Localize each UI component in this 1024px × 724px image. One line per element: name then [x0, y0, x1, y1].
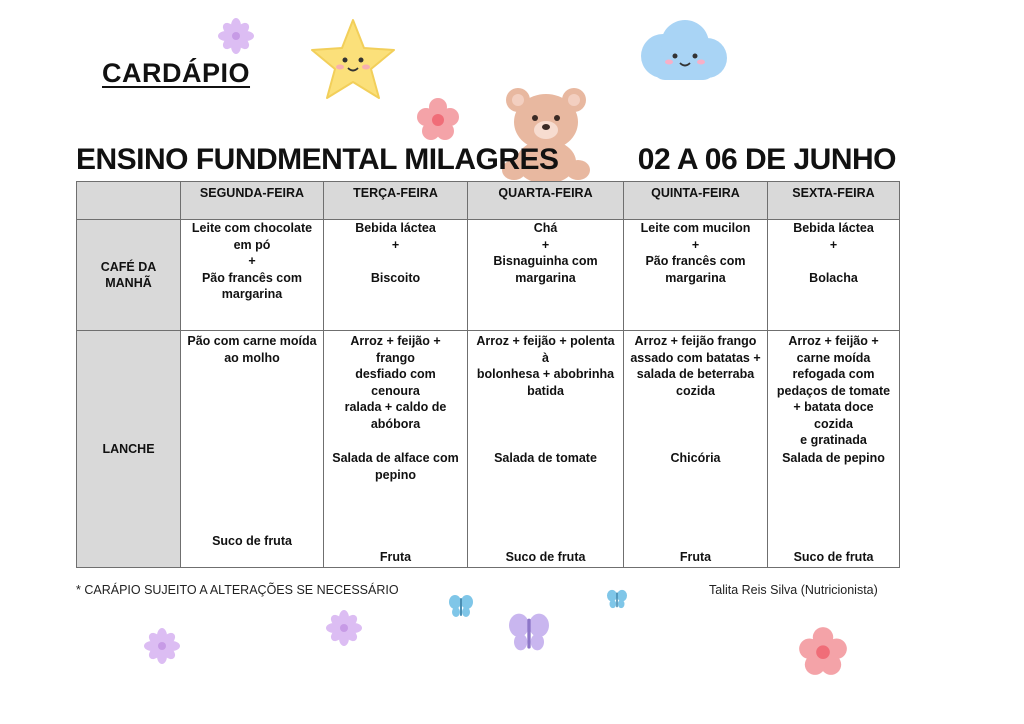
- day-header-friday: SEXTA-FEIRA: [768, 182, 900, 220]
- table-corner-cell: [77, 182, 181, 220]
- snack-main-dish: Arroz + feijão + polenta à bolonhesa + abobrinha batida: [476, 334, 615, 398]
- snack-salad: Chicória: [670, 451, 721, 465]
- cloud-icon: [633, 16, 729, 86]
- snack-drink: Suco de fruta: [212, 533, 292, 548]
- pink-flower-icon: [794, 626, 852, 676]
- breakfast-cell-tuesday: Bebida láctea + Biscoito: [324, 220, 468, 331]
- snack-main-dish: Arroz + feijão frango assado com batatas + salada de beterraba cozida: [630, 334, 761, 398]
- snack-row: [77, 331, 900, 568]
- breakfast-cell-monday: Leite com chocolate em pó + Pão francês com margarina: [181, 220, 324, 331]
- breakfast-cell-wednesday: Chá + Bisnaguinha com margarina: [468, 220, 624, 331]
- disclaimer-note: * CARÁPIO SUJEITO A ALTERAÇÕES SE NECESSÁRIO: [76, 583, 399, 597]
- snack-salad: Salada de alface com pepino: [332, 451, 459, 482]
- lilac-flower-icon: [218, 18, 254, 54]
- snack-drink: Fruta: [379, 549, 412, 564]
- breakfast-row-label: CAFÉ DA MANHÃ: [77, 220, 181, 331]
- breakfast-cell-friday: Bebida láctea + Bolacha: [768, 220, 900, 331]
- snack-main-dish: Arroz + feijão + carne moída refogada com pedaços de tomate + batata doce cozida e gratinada: [776, 334, 891, 447]
- star-icon: [308, 16, 398, 104]
- snack-cell-wednesday: [468, 331, 624, 568]
- table-header-row: [77, 182, 900, 220]
- snack-row-label: LANCHE: [77, 331, 181, 568]
- snack-cell-friday: [768, 331, 900, 568]
- butterfly-icon: [606, 589, 628, 609]
- snack-drink: Suco de fruta: [793, 549, 874, 564]
- snack-drink: Suco de fruta: [505, 549, 586, 564]
- menu-table: [76, 181, 900, 568]
- butterfly-icon: [507, 612, 551, 652]
- snack-cell-tuesday: [324, 331, 468, 568]
- nutritionist-signature: Talita Reis Silva (Nutricionista): [709, 583, 878, 597]
- snack-salad: Salada de pepino: [782, 451, 885, 465]
- day-header-thursday: QUINTA-FEIRA: [624, 182, 768, 220]
- butterfly-icon: [448, 594, 474, 618]
- snack-cell-thursday: [624, 331, 768, 568]
- breakfast-cell-thursday: Leite com mucilon + Pão francês com margarina: [624, 220, 768, 331]
- page-title: CARDÁPIO: [102, 58, 251, 88]
- lilac-flower-icon: [144, 628, 180, 664]
- pink-flower-icon: [416, 97, 460, 141]
- day-header-monday: SEGUNDA-FEIRA: [181, 182, 324, 220]
- date-range: 02 A 06 DE JUNHO: [637, 143, 896, 176]
- school-name: ENSINO FUNDMENTAL MILAGRES: [76, 143, 559, 176]
- snack-salad: Salada de tomate: [494, 451, 597, 465]
- day-header-tuesday: TERÇA-FEIRA: [324, 182, 468, 220]
- lilac-flower-icon: [326, 610, 362, 646]
- snack-main-dish: Arroz + feijão + frango desfiado com cenoura ralada + caldo de abóbora: [344, 334, 447, 431]
- breakfast-row: [77, 220, 900, 331]
- snack-cell-monday: [181, 331, 324, 568]
- snack-main-dish: Pão com carne moída ao molho: [187, 334, 317, 365]
- snack-drink: Fruta: [679, 549, 712, 564]
- day-header-wednesday: QUARTA-FEIRA: [468, 182, 624, 220]
